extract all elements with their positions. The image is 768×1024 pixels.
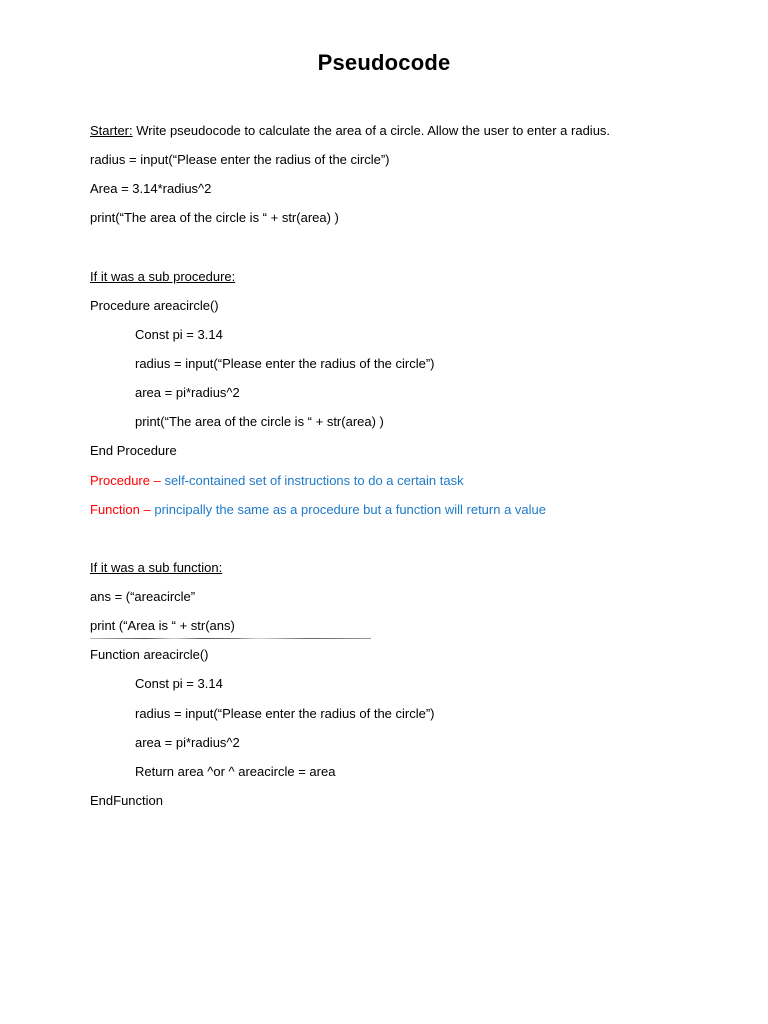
definition-term: Procedure xyxy=(90,473,150,488)
definition-text: principally the same as a procedure but a function will return a value xyxy=(154,502,547,517)
procedure-body-line-2: radius = input(“Please enter the radius of the circle”) xyxy=(135,356,435,371)
function-call-line-2: print (“Area is “ + str(ans) xyxy=(90,618,235,633)
starter-paragraph xyxy=(90,123,610,139)
procedure-body-line-3: area = pi*radius^2 xyxy=(135,385,240,400)
function-body-line-3: area = pi*radius^2 xyxy=(135,735,240,750)
procedure-body-line-1: Const pi = 3.14 xyxy=(135,327,223,342)
divider-line xyxy=(90,638,371,639)
starter-label: Starter: xyxy=(90,123,133,138)
function-body-line-2: radius = input(“Please enter the radius of the circle”) xyxy=(135,706,435,721)
definition-dash: – xyxy=(149,473,165,488)
function-body-line-1: Const pi = 3.14 xyxy=(135,676,223,691)
definition-procedure xyxy=(90,473,464,489)
definition-function xyxy=(90,502,546,518)
procedure-close: End Procedure xyxy=(90,443,177,458)
function-call-line-1: ans = (“areacircle” xyxy=(90,589,196,604)
starter-line-2: Area = 3.14*radius^2 xyxy=(90,181,212,196)
sub-procedure-heading: If it was a sub procedure: xyxy=(90,269,236,284)
starter-line-3: print(“The area of the circle is “ + str(area) ) xyxy=(90,210,339,225)
sub-function-heading: If it was a sub function: xyxy=(90,560,223,575)
procedure-body-line-4: print(“The area of the circle is “ + str(area) ) xyxy=(135,414,384,429)
definition-dash: – xyxy=(139,502,155,517)
page-title: Pseudocode xyxy=(317,50,451,75)
definition-text: self-contained set of instructions to do a certain task xyxy=(164,473,464,488)
function-open: Function areacircle() xyxy=(90,647,209,662)
starter-text: Write pseudocode to calculate the area of a circle. Allow the user to enter a radius. xyxy=(132,123,611,138)
procedure-open: Procedure areacircle() xyxy=(90,298,219,313)
function-body-line-4: Return area ^or ^ areacircle = area xyxy=(135,764,336,779)
definition-term: Function xyxy=(90,502,140,517)
function-close: EndFunction xyxy=(90,793,163,808)
starter-line-1: radius = input(“Please enter the radius of the circle”) xyxy=(90,152,390,167)
